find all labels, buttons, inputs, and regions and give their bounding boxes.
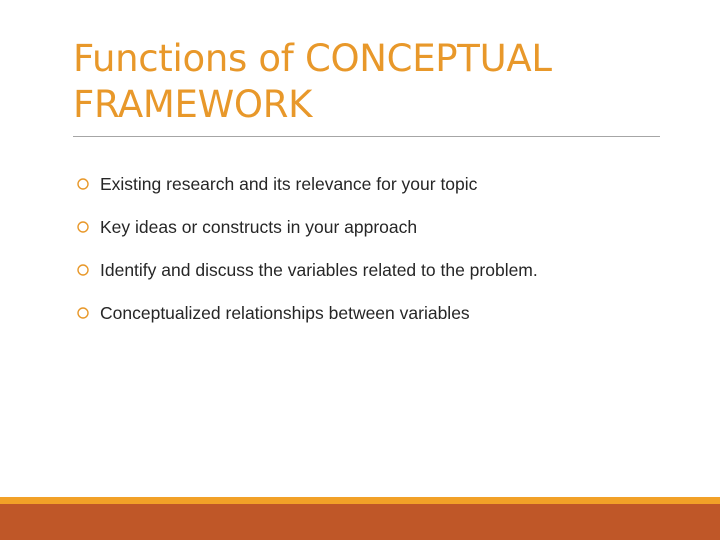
slide-title xyxy=(73,36,673,128)
footer-bar xyxy=(0,504,720,540)
slide-title-line-1: Functions of CONCEPTUAL xyxy=(73,37,552,80)
circle-outline-icon xyxy=(77,178,89,190)
bullet-text: Existing research and its relevance for your topic xyxy=(100,174,478,194)
footer-accent-stripe xyxy=(0,497,720,504)
slide-title-line-2: FRAMEWORK xyxy=(73,83,313,126)
circle-outline-icon xyxy=(77,221,89,233)
bullet-item xyxy=(77,170,538,213)
title-divider xyxy=(73,136,660,137)
bullet-item xyxy=(77,213,538,256)
circle-outline-icon xyxy=(77,307,89,319)
bullet-text: Key ideas or constructs in your approach xyxy=(100,217,418,237)
bullet-item xyxy=(77,299,538,342)
bullet-item xyxy=(77,256,538,299)
bullet-text: Identify and discuss the variables related to the problem. xyxy=(100,260,538,280)
bullet-text: Conceptualized relationships between variables xyxy=(100,303,470,323)
circle-outline-icon xyxy=(77,264,89,276)
bullet-list xyxy=(77,170,538,342)
